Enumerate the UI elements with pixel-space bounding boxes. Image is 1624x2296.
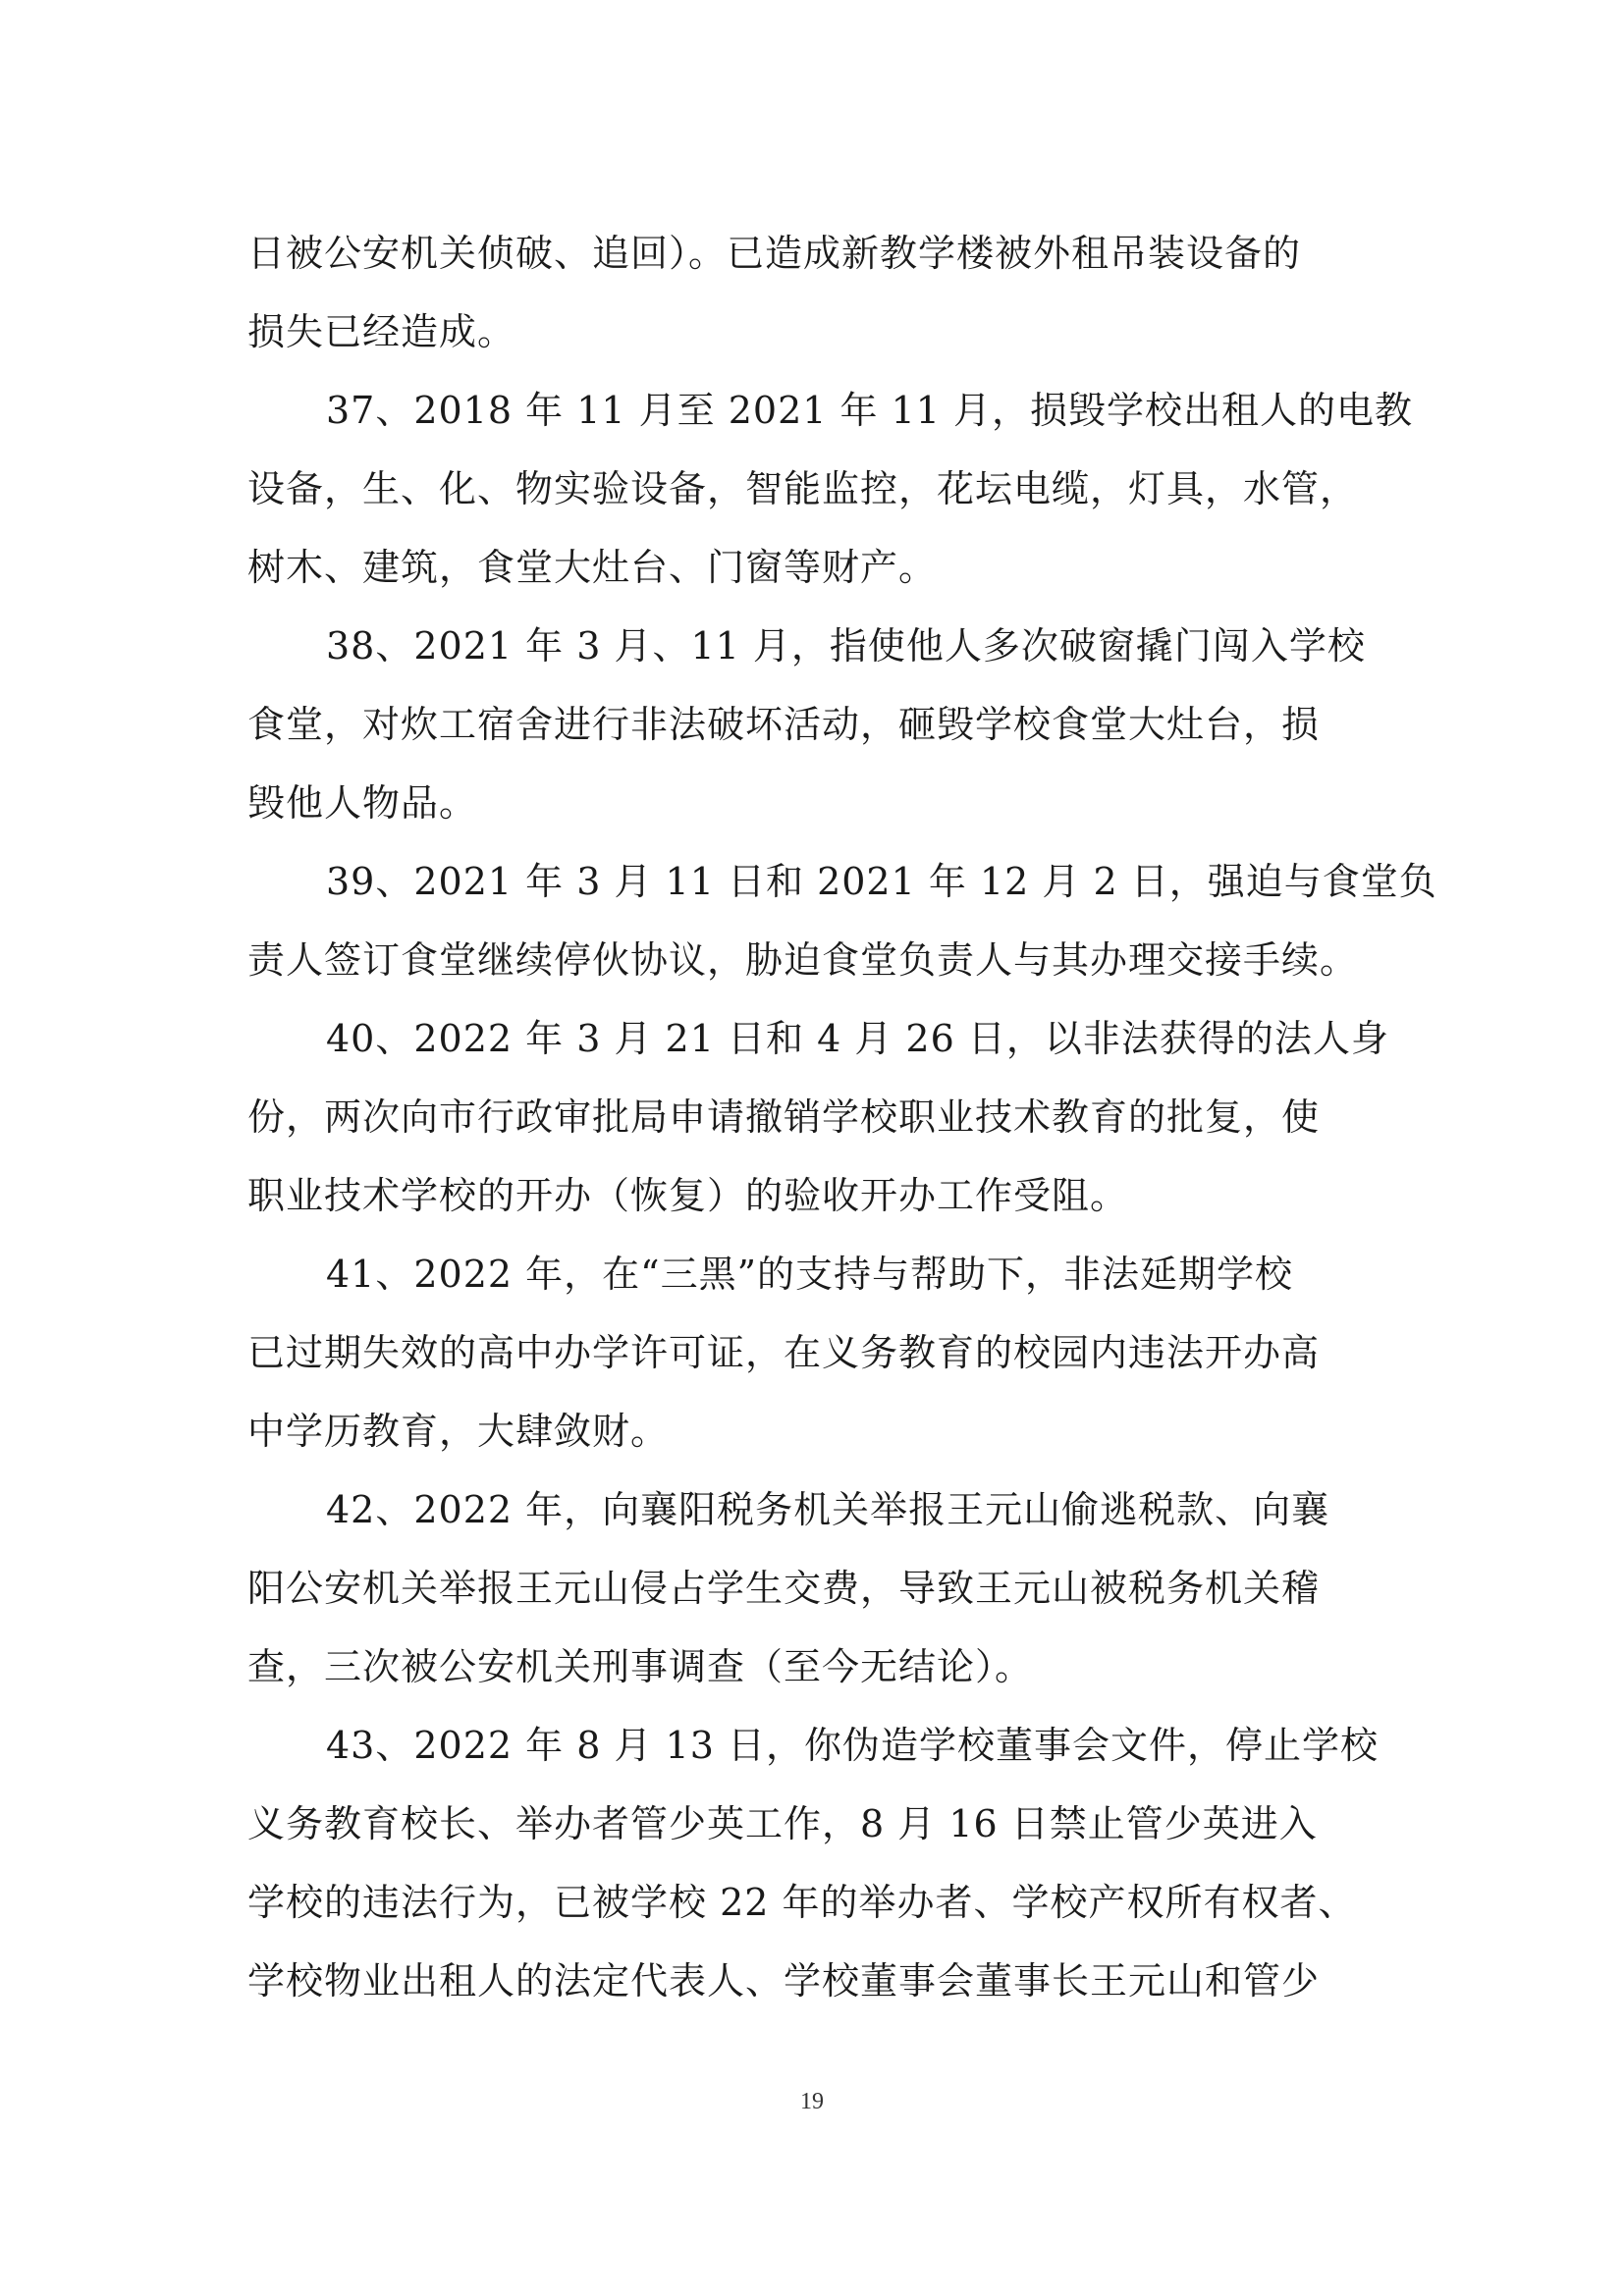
text-line: 日被公安机关侦破、追回）。已造成新教学楼被外租吊装设备的 [247,232,1302,275]
text-line: 设备，生、化、物实验设备，智能监控，花坛电缆，灯具，水管， [247,467,1359,510]
paragraph-40-start: 40、2022 年 3 月 21 日和 4 月 26 日，以非法获得的法人身 [326,1017,1389,1060]
text-line: 已过期失效的高中办学许可证，在义务教育的校园内违法开办高 [247,1331,1321,1374]
text-line: 查，三次被公安机关刑事调查（至今无结论）。 [247,1645,1034,1688]
text-line: 学校物业出租人的法定代表人、学校董事会董事长王元山和管少 [247,1959,1321,2002]
paragraph-37-start: 37、2018 年 11 月至 2021 年 11 月，损毁学校出租人的电教 [326,389,1414,432]
paragraph-42-start: 42、2022 年，向襄阳税务机关举报王元山偷逃税款、向襄 [326,1488,1330,1531]
paragraph-38-start: 38、2021 年 3 月、11 月，指使他人多次破窗撬门闯入学校 [326,624,1366,667]
text-line: 毁他人物品。 [247,781,478,825]
paragraph-43-start: 43、2022 年 8 月 13 日，你伪造学校董事会文件，停止学校 [326,1724,1379,1767]
text-line: 中学历教育，大肆敛财。 [247,1410,670,1453]
text-line: 损失已经造成。 [247,310,516,353]
document-body [247,214,1437,2020]
text-line: 食堂，对炊工宿舍进行非法破坏活动，砸毁学校食堂大灶台，损 [247,703,1321,746]
text-line: 学校的违法行为，已被学校 22 年的举办者、学校产权所有权者、 [247,1881,1357,1924]
paragraph-39-start: 39、2021 年 3 月 11 日和 2021 年 12 月 2 日，强迫与食堂负 [326,860,1437,903]
text-line: 阳公安机关举报王元山侵占学生交费，导致王元山被税务机关稽 [247,1567,1321,1610]
text-line: 份，两次向市行政审批局申请撤销学校职业技术教育的批复，使 [247,1095,1321,1139]
paragraph-41-start: 41、2022 年，在“三黑”的支持与帮助下，非法延期学校 [326,1253,1293,1296]
text-line: 义务教育校长、举办者管少英工作，8 月 16 日禁止管少英进入 [247,1802,1318,1845]
page-number: 19 [800,2089,824,2114]
text-line: 树木、建筑，食堂大灶台、门窗等财产。 [247,546,938,589]
text-line: 职业技术学校的开办（恢复）的验收开办工作受阻。 [247,1174,1129,1217]
text-line: 责人签订食堂继续停伙协议，胁迫食堂负责人与其办理交接手续。 [247,938,1359,982]
